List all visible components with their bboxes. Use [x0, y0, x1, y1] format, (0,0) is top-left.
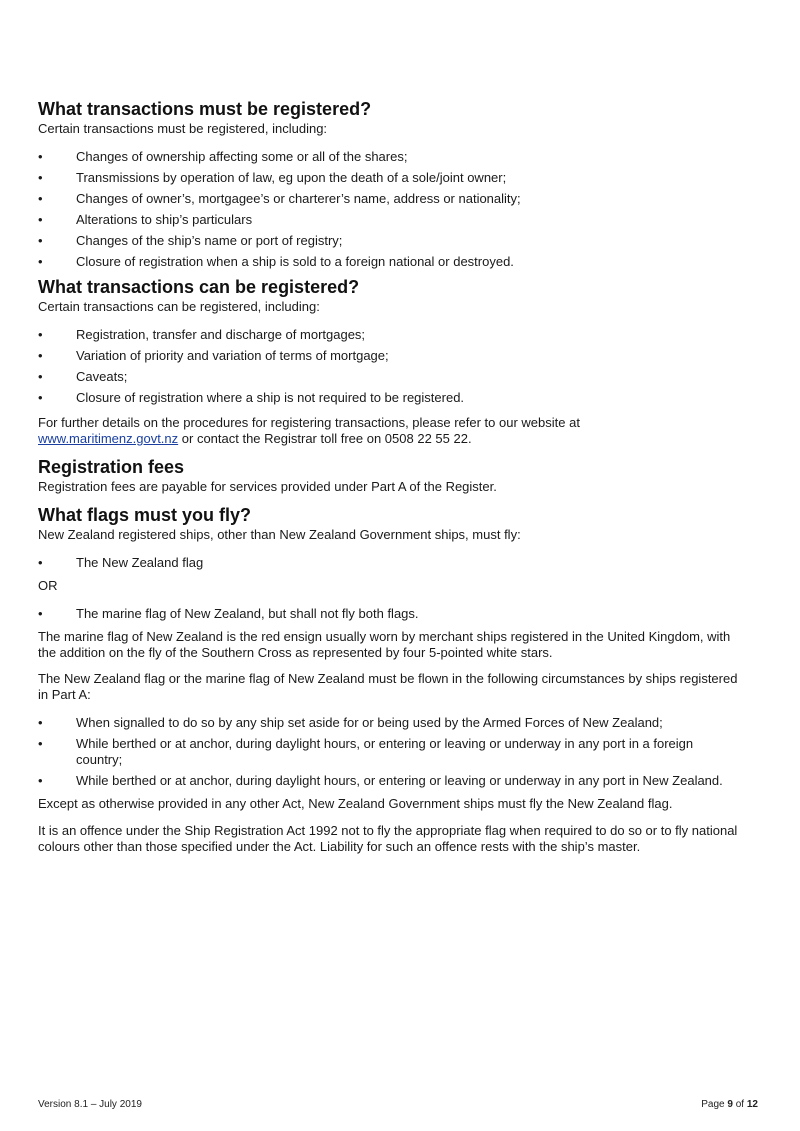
list-item: • Changes of ownership affecting some or all of the shares; — [38, 149, 408, 164]
list-flag-b — [38, 606, 738, 622]
list-item: • Variation of priority and variation of terms of mortgage; — [38, 348, 389, 363]
footer-version: Version 8.1 – July 2019 — [38, 1099, 142, 1110]
bullet-icon: • — [38, 212, 43, 227]
list-item: • Transmissions by operation of law, eg upon the death of a sole/joint owner; — [38, 170, 507, 185]
list-item: • The New Zealand flag — [38, 555, 204, 570]
bullet-icon: • — [38, 555, 43, 570]
list-item: • Caveats; — [38, 369, 128, 384]
list-item: • When signalled to do so by any ship set aside for or being used by the Armed Forces of New Zealand; — [38, 715, 663, 730]
list-item: • Alterations to ship’s particulars — [38, 212, 253, 227]
list-item: • While berthed or at anchor, during daylight hours, or entering or leaving or underway in any port in a foreign country; — [38, 736, 694, 767]
list-item: • Registration, transfer and discharge of mortgages; — [38, 327, 366, 342]
bullet-icon: • — [38, 254, 43, 269]
bullet-icon: • — [38, 149, 43, 164]
intro-flags: New Zealand registered ships, other than New Zealand Government ships, must fly: — [38, 527, 521, 542]
list-item: • Closure of registration when a ship is sold to a foreign national or destroyed. — [38, 254, 514, 269]
bullet-icon: • — [38, 191, 43, 206]
bullet-icon: • — [38, 715, 43, 730]
footer-page-number: Page 9 of 12 — [701, 1099, 758, 1110]
website-link[interactable]: www.maritimenz.govt.nz — [38, 431, 179, 446]
bullet-icon: • — [38, 170, 43, 185]
further-details: For further details on the procedures for registering transactions, please refer to our website at www.maritimenz.govt.nz or contact the Registrar toll free on 0508 22 55 22. — [38, 415, 580, 446]
circumstances-paragraph: The New Zealand flag or the marine flag of New Zealand must be flown in the following circumstances by ships registered in Part A: — [38, 671, 738, 702]
heading-transactions-can: What transactions can be registered? — [38, 277, 360, 297]
list-item: • Closure of registration where a ship is not required to be registered. — [38, 390, 465, 405]
list-item: • Changes of owner’s, mortgagee’s or charterer’s name, address or nationality; — [38, 191, 521, 206]
list-item: • The marine flag of New Zealand, but shall not fly both flags. — [38, 606, 419, 621]
heading-registration-fees: Registration fees — [38, 457, 185, 477]
bullet-icon: • — [38, 348, 43, 363]
bullet-icon: • — [38, 327, 43, 342]
heading-flags: What flags must you fly? — [38, 505, 252, 525]
fees-text: Registration fees are payable for services provided under Part A of the Register. — [38, 479, 497, 494]
bullet-icon: • — [38, 369, 43, 384]
list-can — [38, 327, 738, 406]
intro-must: Certain transactions must be registered, including: — [38, 121, 328, 136]
bullet-icon: • — [38, 736, 43, 751]
heading-transactions-must: What transactions must be registered? — [38, 99, 372, 119]
list-circumstances — [38, 715, 738, 789]
or-text: OR — [38, 578, 58, 593]
document-body — [38, 98, 738, 855]
bullet-icon: • — [38, 233, 43, 248]
government-ships-paragraph: Except as otherwise provided in any other Act, New Zealand Government ships must fly the New Zealand flag. — [38, 796, 673, 811]
list-item: • While berthed or at anchor, during daylight hours, or entering or leaving or underway in any port in New Zealand. — [38, 773, 723, 788]
offence-paragraph: It is an offence under the Ship Registration Act 1992 not to fly the appropriate flag when required to do so or to fly national colours other than those specified under the Act. Liability for such an offence rests with the ship’s master. — [38, 823, 738, 854]
bullet-icon: • — [38, 773, 43, 788]
bullet-icon: • — [38, 606, 43, 621]
list-flag-a — [38, 555, 738, 571]
list-item: • Changes of the ship’s name or port of registry; — [38, 233, 343, 248]
marine-flag-paragraph: The marine flag of New Zealand is the red ensign usually worn by merchant ships registered in the United Kingdom, with the addition on the fly of the Southern Cross as represented by four 5-pointed white stars. — [38, 629, 731, 660]
bullet-icon: • — [38, 390, 43, 405]
list-must — [38, 149, 738, 270]
intro-can: Certain transactions can be registered, including: — [38, 299, 320, 314]
